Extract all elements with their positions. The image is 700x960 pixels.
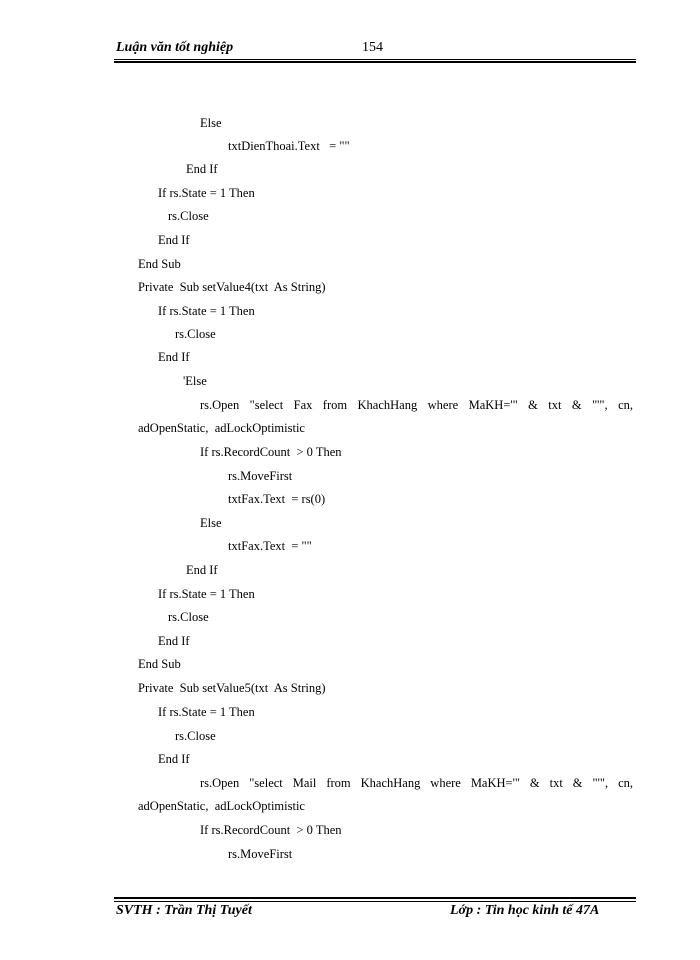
code-line: rs.Close: [175, 729, 216, 743]
code-line: rs.MoveFirst: [228, 469, 293, 483]
code-line: adOpenStatic, adLockOptimistic: [138, 799, 305, 813]
code-line: rs.MoveFirst: [228, 847, 293, 861]
code-line: If rs.RecordCount > 0 Then: [200, 445, 342, 459]
code-line: txtFax.Text = rs(0): [228, 492, 326, 506]
code-line: Private Sub setValue5(txt As String): [138, 681, 326, 695]
header-rule-thick: [114, 61, 636, 63]
code-line: rs.Close: [168, 610, 209, 624]
code-line: End Sub: [138, 657, 181, 671]
document-title: Luận văn tốt nghiệp: [116, 40, 234, 55]
code-line: rs.Open "select Fax from KhachHang where MaKH='" & txt & "'", cn,: [200, 398, 633, 412]
code-line: End Sub: [138, 257, 181, 271]
code-line: Else: [200, 116, 222, 130]
code-line: If rs.State = 1 Then: [158, 186, 255, 200]
code-line: End If: [158, 752, 190, 766]
code-line: If rs.State = 1 Then: [158, 304, 255, 318]
code-line: 'Else: [183, 374, 207, 388]
code-line: If rs.State = 1 Then: [158, 705, 255, 719]
code-line: If rs.State = 1 Then: [158, 587, 255, 601]
code-line: If rs.RecordCount > 0 Then: [200, 823, 342, 837]
code-line: txtFax.Text = "": [228, 539, 312, 553]
code-line: txtDienThoai.Text = "": [228, 139, 350, 153]
code-line: End If: [158, 350, 190, 364]
code-line: Private Sub setValue4(txt As String): [138, 280, 326, 294]
header-rule-thin: [114, 59, 636, 60]
footer-class: Lớp : Tin học kinh tế 47A: [450, 903, 600, 918]
code-line: End If: [158, 634, 190, 648]
footer-rule-thick: [114, 897, 636, 899]
code-line: adOpenStatic, adLockOptimistic: [138, 421, 305, 435]
page-number: 154: [362, 40, 383, 55]
code-line: rs.Close: [175, 327, 216, 341]
code-line: rs.Close: [168, 209, 209, 223]
code-line: End If: [186, 162, 218, 176]
code-line: End If: [186, 563, 218, 577]
code-line: End If: [158, 233, 190, 247]
footer-rule-thin: [114, 901, 636, 902]
code-line: rs.Open "select Mail from KhachHang where MaKH='" & txt & "'", cn,: [200, 776, 633, 790]
code-line: Else: [200, 516, 222, 530]
footer-author: SVTH : Trần Thị Tuyết: [116, 903, 252, 918]
